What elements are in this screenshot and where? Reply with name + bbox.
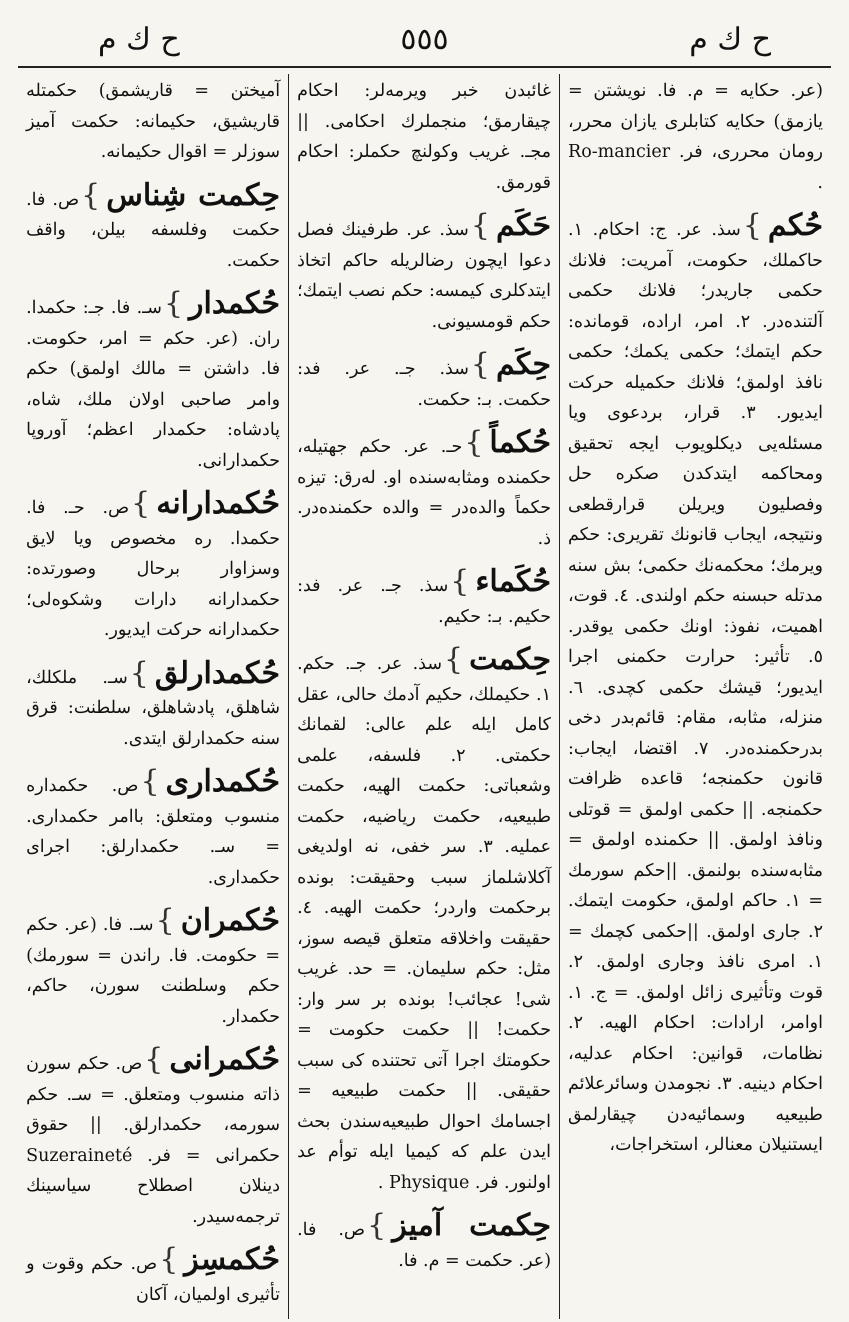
dictionary-entry [568, 208, 823, 1161]
entry-text: ص. حكم سورن ذاته منسوب ومتعلق. = سـ. حكم سورمه، حكمدارلق. || حقوق حكمرانى = فر. Suzeraineté دينلان اصطلاح سياسينك ترجمه‌سيدر. [26, 1054, 281, 1227]
entry-text: سذ. عر. ج: احكام. ١. حاكملك، حكومت، آمريت: فلانك حكمى جاريدر؛ فلانك حكمى آلتنده‌در. ٢. امر، اراده، قومانده: حكم ايتمك؛ حكمى يكمك؛ حكمى نافذ اولمق؛ فلانك حكميله حركت ايديور. ٣. قرار، بردعوى ويا مسئله‌يى ديكلويوب ايجه تحقيق ومحاكمه ايتدكدن صكره حل وفصليون ويريلن قرارقطعى ونتيجه، ايجاب قانونك تقريرى: حكم ويرمك؛ محكمه‌نك حكمى؛ بش سنه مدتله حبسنه حكم اولندى. ٤. قوت، اهميت، نفوذ: اونك حكمى يوقدر. ٥. تأثير: حرارت حكمنى اجرا ايديور؛ قيشك حكمى كچدى. ٦. منزله، مثابه، مقام: قائم‌بدر دخى بدرحكمنده‌در. ٧. اقتضا، ايجاب: قانون حكمنجه؛ قاعده ظرافت حكمنجه. || حكمى اولمق = قوتلى ونافذ اولمق. || حكمنده اولمق = مثابه‌سنده بولنمق. ||حكم سورمك = ١. حاكم اولمق، حكومت ايتمك. ٢. جارى اولمق. ||حكمى كچمك = ١. امرى نافذ وجارى اولمق. ٢. قوت وتأثيرى زائل اولمق. = ج. ١. اوامر، ارادات: احكام الهيه. ٢. نظامات، قوانين: احكام عدليه، احكام دينيه. ٣. نجومدن وسائرعلائم طبيعيه وسمائيه‌دن چيقارلمق ايستنيلان معنالر، استخراجات، [568, 220, 824, 1155]
entry-text: سـ. فا. جـ: حكمدا. ران. (عر. حكم = امر، حكومت. فا. داشتن = مالك اولمق) حكم وامر صاحبى اولان ملك، شاه، پادشاه: حكمدار اعظم؛ آوروپا حكمدارانى. [26, 298, 281, 471]
entry-text: آميختن = قاريشمق) حكمتله قاريشيق، حكيمانه: حكمت آميز سوزلر = اقوال حكيمانه. [26, 81, 281, 162]
entry-brace: } [140, 764, 160, 799]
entry-text: سذ. جـ. عر. فد: حكيم. بـ: حكيم. [297, 576, 552, 627]
column-left [18, 74, 289, 1319]
text-columns [18, 74, 831, 1319]
entry-brace: } [444, 642, 464, 677]
entry-text: ص. فا. (عر. حكمت = م. فا. [297, 1220, 552, 1271]
page-header [18, 14, 831, 68]
entry-headword: حِكمت شِناس [106, 177, 281, 213]
entry-headword: حُكمدار [189, 286, 281, 321]
entry-text: غائبدن خبر ويرمه‌لر: احكام چيقارمق؛ منجملرك احكامى. || مجـ. غريب وكولنچ حكملر: احكام قورمق. [297, 81, 552, 193]
entry-text: ص. حـ. فا. حكمدا. ره مخصوص ويا لايق وسزاوار برحال وصورتده: حكمدارانه دارات وشكوه‌لى؛ حكمدارانه حركت ايديور. [26, 498, 281, 640]
entry-continuation [568, 76, 823, 198]
entry-brace: } [81, 177, 101, 213]
entry-headword: حُكم [767, 208, 823, 243]
entry-continuation [26, 76, 280, 168]
entry-text: سذ. عر. طرفينك فصل دعوا ايچون رضالريله حاكم اتخاذ ايتدكلرى كيمسه: حكم نصب ايتمك؛ حكم قومسيونى. [297, 220, 552, 332]
entry-text: ص. حكم وقوت و تأثيرى اولميان، آكان [26, 1254, 281, 1305]
entry-brace: } [144, 1042, 164, 1077]
dictionary-entry [26, 178, 280, 277]
header-root-right: ح ك م [689, 22, 771, 57]
entry-headword: حُكمران [180, 903, 281, 938]
entry-text: (عر. حكايه = م. فا. نويشتن = يازمق) حكايه كتابلرى يازان محرر، رومان محررى، فر. Ro-mancier . [568, 81, 823, 193]
entry-continuation [297, 76, 551, 198]
header-root-left: ح ك م [98, 22, 180, 57]
entry-brace: } [470, 208, 490, 243]
entry-brace: } [450, 564, 470, 599]
dictionary-entry [26, 1042, 280, 1232]
entry-text: ص. فا. حكمت وفلسفه بيلن، واقف حكمت. [26, 189, 281, 271]
entry-headword: حِكمت آميز [392, 1208, 552, 1243]
entry-text: سذ. جـ. عر. فد: حكمت. بـ: حكمت. [297, 359, 552, 410]
dictionary-entry [26, 656, 280, 755]
entry-headword: حُكمسِز [184, 1242, 281, 1277]
entry-headword: حُكَماء [475, 564, 552, 599]
entry-brace: } [367, 1208, 387, 1243]
entry-brace: } [470, 347, 490, 382]
entry-brace: } [129, 655, 149, 691]
dictionary-entry [26, 486, 280, 646]
dictionary-entry [297, 208, 551, 337]
entry-text: سـ. ملكلك، شاهلق، پادشاهلق، سلطنت: قرق سنه حكمدارلق ايتدى. [26, 667, 281, 749]
column-middle [289, 74, 560, 1319]
entry-brace: } [163, 286, 184, 321]
entry-brace: } [464, 425, 484, 460]
entry-text: سذ. عر. جـ. حكم. ١. حكيملك، حكيم آدمك حالى، عقل كامل ايله علم عالى: لقمانك حكمتى. ٢. فلسفه، علمى وشعباتى: حكمت الهيه، حكمت طبيعيه، حكمت رياضيه، حكمت عمليه. ٣. سر خفى، نه اولديغى آكلاشلماز سبب وحقيقت: بونده برحكمت واردر؛ حكمت الهيه. ٤. حقيقت واخلاقه متعلق قيصه سوز، مثل: حكم سليمان. = حد. غريب شى! عجائب! بونده بر سر وار: حكمت! || حكمت حكومت = حكومتك اجرا آتى تحتنده كى سبب حقيقى. || حكمت طبيعيه = اجسامك احوال طبيعيه‌سندن بحث ايدن علم كه كيميا ايله توأم عد اولنور. فر. Physique . [297, 654, 552, 1193]
dictionary-entry [26, 903, 280, 1032]
entry-brace: } [131, 486, 151, 521]
dictionary-entry [26, 764, 280, 893]
entry-headword: حَكَم [495, 208, 552, 243]
dictionary-entry [297, 1208, 551, 1276]
column-right [560, 74, 831, 1319]
entry-text: ص. حكمداره منسوب ومتعلق: باامر حكمدارى. = سـ. حكمدارلق: اجراى حكمدارى. [26, 776, 281, 888]
entry-text: سـ. فا. (عر. حكم = حكومت. فا. راندن = سورمك) حكم وسلطنت سورن، حاكم، حكمدار. [26, 915, 281, 1027]
entry-headword: حِكَم [495, 347, 552, 382]
entry-text: حـ. عر. حكم جهتيله، حكمنده ومثابه‌سنده او. له‌رق: تيزه حكماً والده‌در = والده حكمنده‌در. ذ. [297, 437, 552, 549]
dictionary-entry [26, 286, 280, 476]
entry-headword: حِكمت [469, 642, 552, 677]
page-number: ٥٥٥ [400, 22, 449, 57]
dictionary-entry [297, 425, 551, 554]
dictionary-entry [297, 347, 551, 415]
entry-headword: حُكمرانى [169, 1042, 281, 1077]
dictionary-entry [26, 1242, 280, 1310]
entry-brace: } [742, 208, 762, 243]
entry-headword: حُكماً [489, 425, 552, 460]
entry-headword: حُكمدارلق [154, 655, 281, 691]
dictionary-entry [297, 642, 551, 1198]
entry-brace: } [159, 1242, 179, 1277]
dictionary-entry [297, 564, 551, 632]
entry-headword: حُكمدارى [165, 764, 281, 799]
entry-brace: } [155, 903, 175, 938]
entry-headword: حُكمدارانه [156, 486, 281, 521]
